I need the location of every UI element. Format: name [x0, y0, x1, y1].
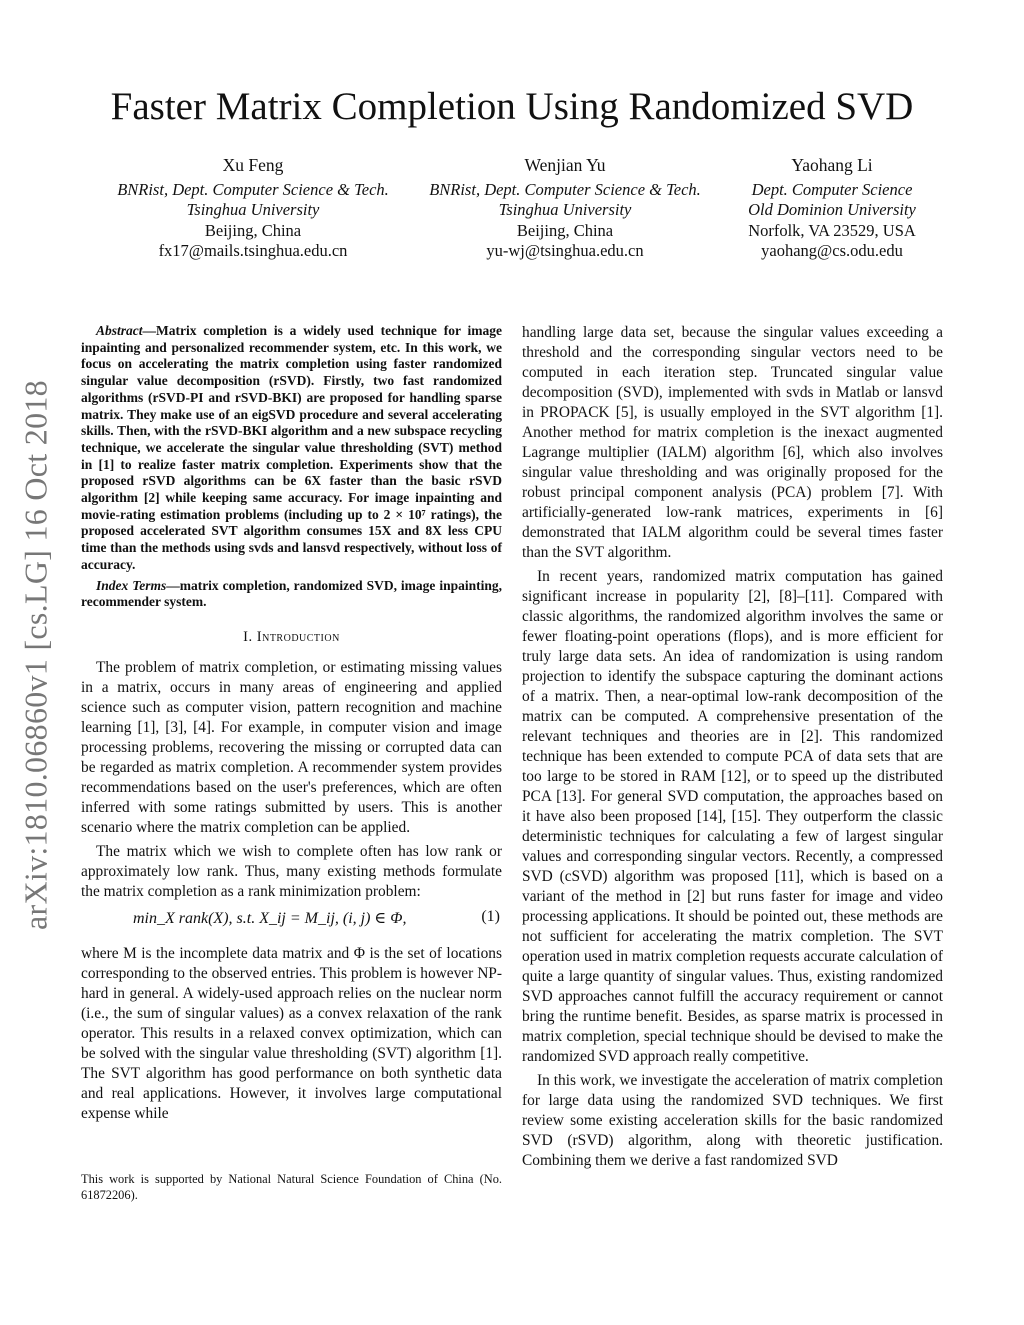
author-email: yaohang@cs.odu.edu	[761, 241, 903, 260]
right-column	[522, 323, 943, 1175]
intro-paragraph-3: where M is the incomplete data matrix and Φ is the set of locations corresponding to the observed entries. This problem is however NP-hard in general. A widely-used approach relies on the nuclear norm (i.e., the sum of singular values) as a convex relaxation of the rank operator. This results in a relaxed convex optimization, which can be solved with the singular value thresholding (SVT) algorithm [1]. The SVT algorithm has good performance on both synthetic data and real applications. However, it involves large computational expense while	[81, 944, 502, 1122]
author-block-3	[726, 155, 938, 262]
right-paragraph-3: In this work, we investigate the acceleration of matrix completion for large data using the randomized SVD techniques. We first review some existing acceleration skills for the basic randomized SVD (rSVD) algorithm, along with theoretic justification. Combining them we derive a fast randomized SVD	[522, 1072, 943, 1169]
index-terms-text: —matrix completion, randomized SVD, image inpainting, recommender system.	[81, 577, 503, 610]
author-affiliation: BNRist, Dept. Computer Science & Tech.	[117, 179, 389, 199]
author-email: fx17@mails.tsinghua.edu.cn	[158, 241, 348, 260]
right-paragraph-1: handling large data set, because the singular values exceeding a threshold and the corresponding singular vectors need to be computed in each iteration step. Truncated singular value decomposition (SVD), implemented with svds in Matlab or lansvd in PROPACK [5], is usually employed in the SVT algorithm [1]. Another method for matrix completion is the inexact augmented Lagrange multiplier (IALM) algorithm [6], which also involves singular value thresholding and was originally proposed for the robust principal component analysis (PCA) problem [7]. With artificially-generated low-rank matrices, experiments in [6] demonstrated that IALM algorithm could be several times faster than the SVT algorithm.	[522, 324, 943, 561]
section-title: Introduction	[256, 628, 340, 645]
author-institution: Old Dominion University	[748, 200, 916, 219]
author-institution: Tsinghua University	[186, 200, 320, 219]
author-block-1	[98, 155, 408, 262]
author-city: Norfolk, VA 23529, USA	[748, 220, 916, 240]
equation-expression: min_X rank(X), s.t. X_ij = M_ij, (i, j) ∈ Φ,	[133, 909, 407, 927]
equation-number: (1)	[481, 907, 500, 925]
author-email: yu-wj@tsinghua.edu.cn	[486, 241, 644, 260]
index-terms-label: Index Terms	[96, 577, 167, 593]
section-number: I.	[243, 628, 253, 645]
author-name: Yaohang Li	[791, 155, 873, 175]
footnote-text: This work is supported by National Natural Science Foundation of China (No. 61872206).	[81, 1172, 502, 1202]
author-institution: Tsinghua University	[498, 200, 632, 219]
section-heading	[81, 629, 502, 646]
arxiv-id: arXiv:1810.06860v1 [cs.LG] 16 Oct 2018	[17, 380, 54, 930]
intro-paragraph-1: The problem of matrix completion, or estimating missing values in a matrix, occurs in many areas of engineering and applied science such as computer vision, pattern recognition and machine learning [1], [3], [4]. For example, in computer vision and image processing problems, recovering the missing or corrupted data can be regarded as matrix completion. A recommender system provides recommendations based on the user's preferences, which are often inferred with some ratings submitted by users. This is another scenario where the matrix completion can be applied.	[81, 658, 502, 836]
left-column	[81, 323, 502, 1128]
footnote	[81, 1171, 502, 1203]
abstract	[81, 323, 502, 574]
paper-title: Faster Matrix Completion Using Randomized SVD	[110, 85, 914, 128]
author-block-2	[410, 155, 720, 262]
abstract-text: —Matrix completion is a widely used technique for image inpainting and personalized recommender system, etc. In this work, we focus on accelerating the matrix completion using faster randomized singular value decomposition (rSVD). Firstly, two fast randomized algorithms (rSVD-PI and rSVD-BKI) are proposed for handling sparse matrix. They make use of an eigSVD procedure and several accelerating skills. Then, with the rSVD-BKI algorithm and a new subspace recycling technique, we accelerate the singular value thresholding (SVT) method in [1] to realize faster matrix completion. Experiments show that the proposed rSVD algorithms can be 6X faster than the basic rSVD algorithm [2] while keeping same accuracy. For image inpainting and movie-rating estimation problems (including up to 2 × 10⁷ ratings), the proposed accelerated SVT algorithm consumes 15X and 8X less CPU time than the methods using svds and lansvd respectively, without loss of accuracy.	[81, 323, 502, 572]
intro-paragraph-2: The matrix which we wish to complete often has low rank or approximately low rank. Thus, many existing methods formulate the matrix completion as a rank minimization problem:	[81, 842, 502, 900]
abstract-label: Abstract	[96, 323, 143, 338]
author-affiliation: Dept. Computer Science	[751, 179, 913, 199]
author-name: Xu Feng	[222, 155, 284, 175]
right-paragraph-2: In recent years, randomized matrix computation has gained significant increase in popularity [2], [8]–[11]. Compared with classic algorithms, the randomized algorithm involves the same or fewer floating-point operations (flops), and is more efficient for truly large data sets. An idea of randomization is using random projection to identify the subspace capturing the dominant actions of a matrix. Then, a near-optimal low-rank decomposition of the matrix can be computed. A comprehensive presentation of the relevant techniques and theories are in [2]. This randomized technique has been extended to compute PCA of data sets that are too large to be stored in RAM [12], or to speed up the distributed PCA [13]. For general SVD computation, the approaches based on it have also been proposed [14], [15]. They outperform the classic deterministic techniques for calculating a few of largest singular values and corresponding singular vectors. Recently, a compressed SVD (cSVD) algorithm was proposed [11], which is based on a variant of the method in [2] but runs faster for image and video processing applications. It should be pointed out, these methods are not sufficient for accelerating the matrix completion. The SVT operation used in matrix completion requests accurate calculation of quite a large quantity of singular values. Thus, existing randomized SVD approaches cannot fulfill the accuracy requirement or cannot bring the runtime benefit. Besides, as sparse matrix is processed in matrix completion, special technique should be devised to make the randomized SVD approach really competitive.	[522, 568, 943, 1065]
arxiv-stamp	[16, 355, 56, 955]
author-city: Beijing, China	[204, 220, 302, 240]
index-terms	[81, 578, 502, 611]
author-city: Beijing, China	[516, 220, 614, 240]
author-name: Wenjian Yu	[524, 155, 606, 175]
equation-1	[81, 906, 502, 936]
author-affiliation: BNRist, Dept. Computer Science & Tech.	[429, 179, 701, 199]
